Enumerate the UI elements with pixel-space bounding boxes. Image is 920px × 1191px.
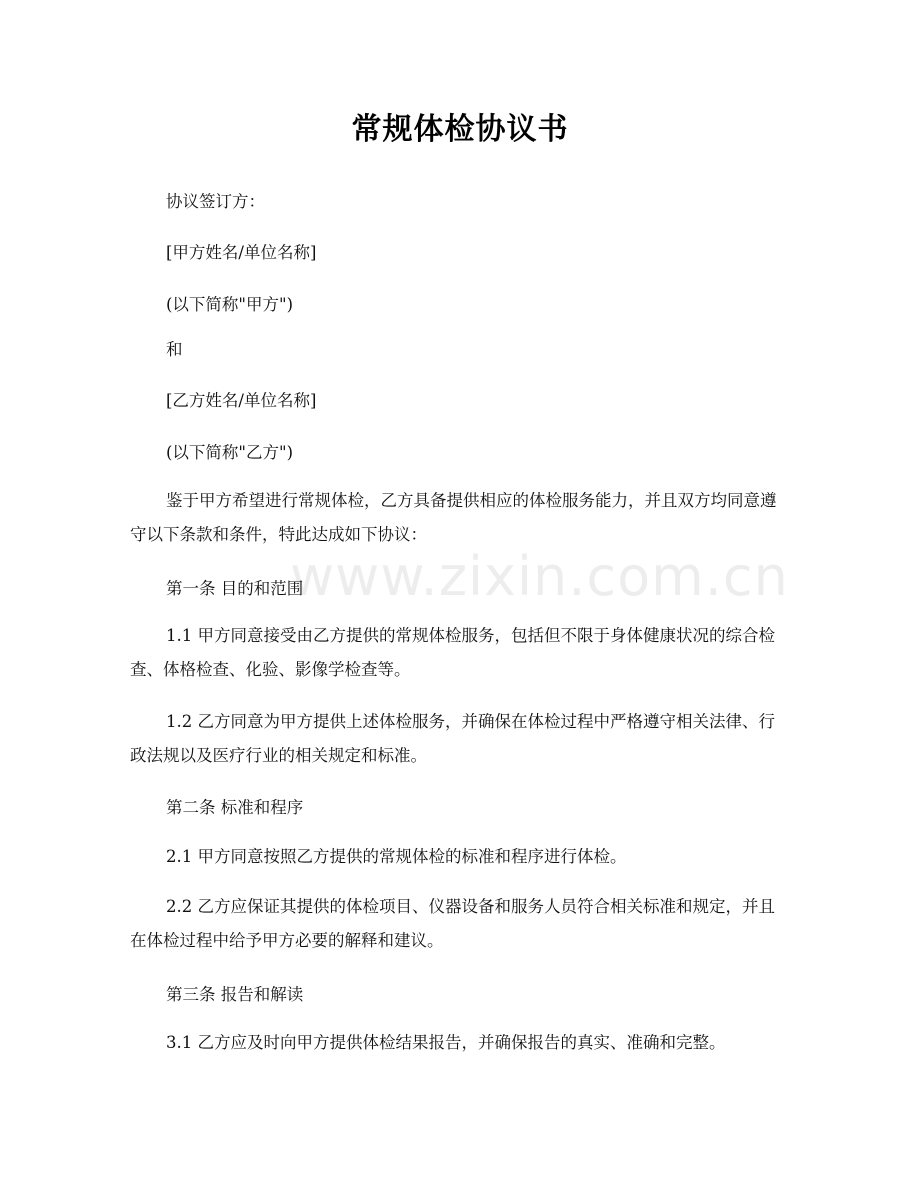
paragraph-party-b-name: [乙方姓名/单位名称] xyxy=(166,391,317,410)
paragraph-party-a-name: [甲方姓名/单位名称] xyxy=(166,243,317,262)
paragraph-2-1: 2.1 甲方同意按照乙方提供的常规体检的标准和程序进行体检。 xyxy=(166,847,627,866)
paragraph-signing-parties: 协议签订方： xyxy=(166,192,265,211)
paragraph-1-2: 1.2 乙方同意为甲方提供上述体检服务，并确保在体检过程中严格遵守相关法律、行政法规以及医疗行业的相关规定和标准。 xyxy=(130,712,775,765)
paragraph-preamble: 鉴于甲方希望进行常规体检，乙方具备提供相应的体检服务能力，并且双方均同意遵守以下条款和条件，特此达成如下协议： xyxy=(130,491,777,544)
paragraph-1-1: 1.1 甲方同意接受由乙方提供的常规体检服务，包括但不限于身体健康状况的综合检查、体格检查、化验、影像学检查等。 xyxy=(130,626,775,679)
paragraph-2-2: 2.2 乙方应保证其提供的体检项目、仪器设备和服务人员符合相关标准和规定，并且在体检过程中给予甲方必要的解释和建议。 xyxy=(130,897,775,950)
section-heading-3: 第三条 报告和解读 xyxy=(166,985,304,1004)
document-title: 常规体检协议书 xyxy=(351,112,569,147)
section-heading-1: 第一条 目的和范围 xyxy=(166,579,304,598)
paragraph-party-b-alias: (以下简称"乙方") xyxy=(166,443,294,462)
section-heading-2: 第二条 标准和程序 xyxy=(166,798,304,817)
paragraph-and: 和 xyxy=(166,340,183,359)
paragraph-3-1: 3.1 乙方应及时向甲方提供体检结果报告，并确保报告的真实、准确和完整。 xyxy=(166,1033,726,1052)
watermark-text: www.zixin.com.cn xyxy=(290,545,789,608)
paragraph-party-a-alias: (以下简称"甲方") xyxy=(166,295,294,314)
